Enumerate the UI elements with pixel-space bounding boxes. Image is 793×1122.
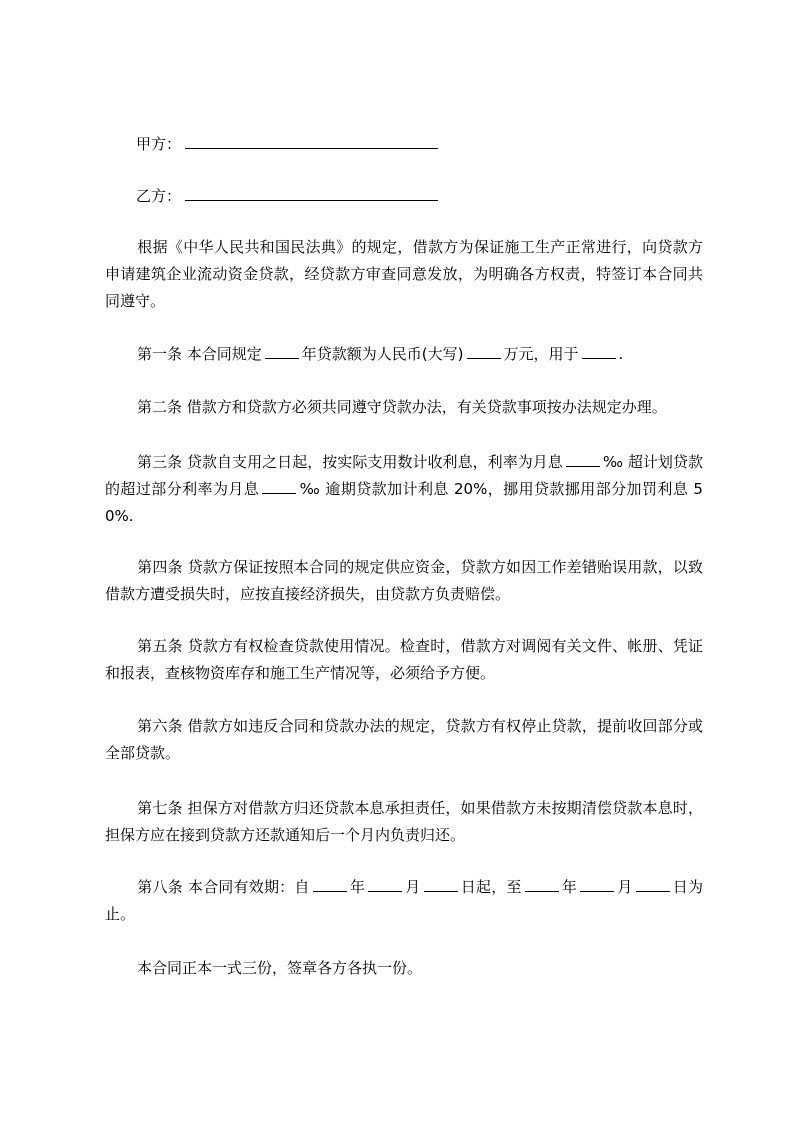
article-1-text-4: . xyxy=(618,345,624,363)
party-a-blank xyxy=(185,133,438,149)
article-8-blank-start-day xyxy=(424,877,458,892)
article-8-text-6: 月 xyxy=(617,878,633,896)
article-1 xyxy=(105,341,703,368)
article-4 xyxy=(105,554,703,608)
article-3 xyxy=(105,449,703,530)
party-b-blank xyxy=(185,185,438,201)
article-6 xyxy=(105,713,703,767)
article-3-text-1: 第三条 贷款自支用之日起，按实际支用数计收利息，利率为月息 xyxy=(137,453,563,471)
article-8-blank-end-month xyxy=(580,877,614,892)
party-b-row xyxy=(136,185,438,206)
article-8 xyxy=(105,874,703,928)
article-2-text: 第二条 借款方和贷款方必须共同遵守贷款办法，有关贷款事项按办法规定办理。 xyxy=(137,398,667,416)
article-3-blank-rate xyxy=(566,452,600,467)
article-4-text: 第四条 贷款方保证按照本合同的规定供应资金，贷款方如因工作差错贻误用款，以致借款方遭受损失时，应按直接经济损失，由贷款方负责赔偿。 xyxy=(105,558,703,603)
article-1-text-2: 年贷款额为人民币(大写) xyxy=(301,345,464,363)
article-1-text-3: 万元，用于 xyxy=(503,345,579,363)
article-3-blank-over-rate xyxy=(262,479,296,494)
article-3-text-2: ‰ 超计划贷款的超过部分利率为月息 xyxy=(105,453,703,498)
article-1-text-1: 第一条 本合同规定 xyxy=(137,345,262,363)
article-8-text-1: 第八条 本合同有效期：自 xyxy=(137,878,310,896)
article-8-blank-end-day xyxy=(636,877,670,892)
article-1-blank-purpose xyxy=(582,344,616,359)
closing-text: 本合同正本一式三份，签章各方各执一份。 xyxy=(137,959,423,977)
article-7-text: 第七条 担保方对借款方归还贷款本息承担责任，如果借款方未按期清偿贷款本息时，担保方应在接到贷款方还款通知后一个月内负责归还。 xyxy=(105,799,703,844)
preamble-paragraph xyxy=(105,234,703,315)
article-3-text-3: ‰ 逾期贷款加计利息 20%，挪用贷款挪用部分加罚利息 50%. xyxy=(105,480,703,525)
article-5 xyxy=(105,633,703,687)
article-6-text: 第六条 借款方如违反合同和贷款办法的规定，贷款方有权停止贷款，提前收回部分或全部贷款。 xyxy=(105,717,703,762)
article-8-blank-end-year xyxy=(525,877,559,892)
party-b-label: 乙方： xyxy=(136,187,182,205)
article-8-text-7: 日为止。 xyxy=(105,878,703,923)
article-7 xyxy=(105,795,703,849)
article-8-text-2: 年 xyxy=(349,878,366,896)
article-5-text: 第五条 贷款方有权检查贷款使用情况。检查时，借款方对调阅有关文件、帐册、凭证和报表，查核物资库存和施工生产情况等，必须给予方便。 xyxy=(105,637,703,682)
article-8-text-5: 年 xyxy=(561,878,578,896)
preamble-text: 根据《中华人民共和国民法典》的规定，借款方为保证施工生产正常进行，向贷款方申请建筑企业流动资金贷款，经贷款方审查同意发放，为明确各方权责，特签订本合同共同遵守。 xyxy=(105,238,703,310)
article-2 xyxy=(105,394,703,421)
closing-paragraph xyxy=(105,955,703,982)
article-8-blank-start-year xyxy=(313,877,347,892)
article-8-text-4: 日起，至 xyxy=(460,878,522,896)
article-1-blank-year xyxy=(265,344,299,359)
article-8-text-3: 月 xyxy=(405,878,421,896)
article-8-blank-start-month xyxy=(368,877,402,892)
article-1-blank-amount xyxy=(467,344,501,359)
party-a-label: 甲方： xyxy=(136,135,182,153)
party-a-row xyxy=(136,133,438,154)
